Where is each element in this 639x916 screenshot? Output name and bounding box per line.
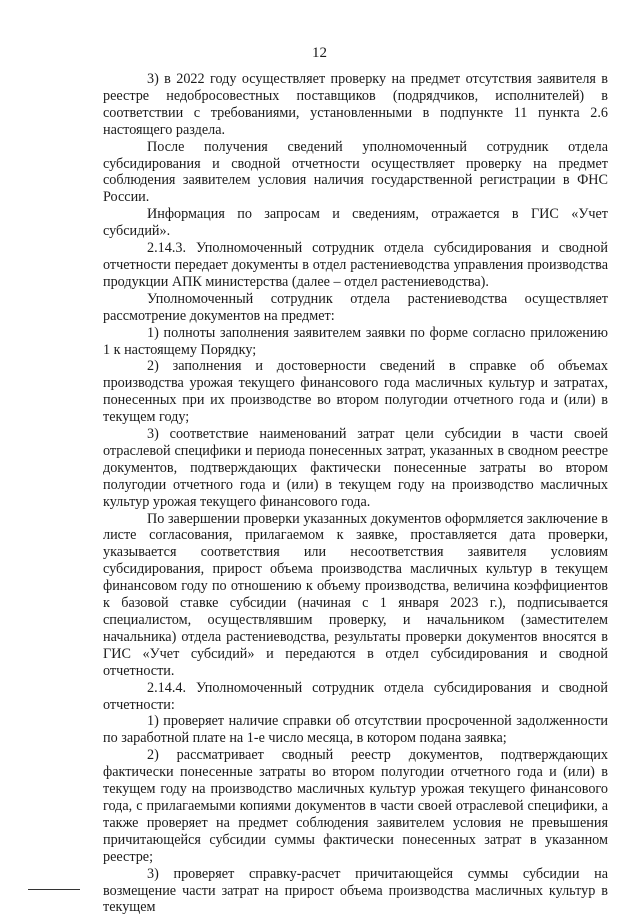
- paragraph-conclusion: По завершении проверки указанных документов оформляется заключение в листе согласования, прилагаемом к заявке, проставляется дата проверки, указывается соответствия или несоответствия заявителя условиям субсидирования, прирост объема производства масличных культур в текущем финансовом году по отношению к объему производства, величина коэффициентов к базовой ставке субсидии (начиная с 1 января 2023 г.), подписывается специалистом, осуществлявшим проверку, и начальником (заместителем начальника) отдела растениеводства, результаты проверки документов вносятся в ГИС «Учет субсидий» и передаются в отдел субсидирования и сводной отчетности.: [103, 510, 608, 679]
- footer-rule: [28, 889, 80, 890]
- paragraph-check-item-3: 3) проверяет справку-расчет причитающейся суммы субсидии на возмещение части затрат на прирост объема производства масличных культур в текущем: [103, 865, 608, 916]
- paragraph-review-item-2: 2) заполнения и достоверности сведений в справке об объемах производства урожая текущего финансового года масличных культур и затратах, понесенных при их производстве во втором полугодии отчетного года и (или) в текущем году;: [103, 358, 608, 426]
- page-number: 12: [312, 45, 327, 61]
- paragraph-review-item-1: 1) полноты заполнения заявителем заявки по форме согласно приложению 1 к настоящему Порядку;: [103, 324, 608, 358]
- paragraph-check-item-2: 2) рассматривает сводный реестр документов, подтверждающих фактически понесенные затраты во втором полугодии отчетного года и (или) в текущем году на производство масличных культур урожая текущего финансового года, с прилагаемыми копиями документов в части своей отраслевой специфики, а также проверяет на предмет соблюдения заявителем условия не превышения причитающейся субсидии суммы фактически понесенных затрат в указанном реестре;: [103, 747, 608, 865]
- paragraph-review-item-3: 3) соответствие наименований затрат цели субсидии в части своей отраслевой специфики и периода понесенных затрат, указанных в сводном реестре документов, подтверждающих фактически понесенные затраты во втором полугодии отчетного года и (или) в текущем году на производство масличных культур урожая текущего финансового года.: [103, 426, 608, 510]
- paragraph-gis-info: Информация по запросам и сведениям, отражается в ГИС «Учет субсидий».: [103, 206, 608, 240]
- document-body: [103, 71, 608, 916]
- paragraph-2-14-4: 2.14.4. Уполномоченный сотрудник отдела субсидирования и сводной отчетности:: [103, 679, 608, 713]
- paragraph-2-14-3: 2.14.3. Уполномоченный сотрудник отдела субсидирования и сводной отчетности передает документы в отдел растениеводства управления производства продукции АПК министерства (далее – отдел растениеводства).: [103, 240, 608, 290]
- paragraph-fns-check: После получения сведений уполномоченный сотрудник отдела субсидирования и сводной отчетности осуществляет проверку на предмет соблюдения заявителем условия наличия государственной регистрации в ФНС России.: [103, 138, 608, 206]
- paragraph-review-intro: Уполномоченный сотрудник отдела растениеводства осуществляет рассмотрение документов на предмет:: [103, 290, 608, 324]
- paragraph-check-item-1: 1) проверяет наличие справки об отсутствии просроченной задолженности по заработной плате на 1-е число месяца, в котором подана заявка;: [103, 713, 608, 747]
- paragraph-item-3-registry: 3) в 2022 году осуществляет проверку на предмет отсутствия заявителя в реестре недобросовестных поставщиков (подрядчиков, исполнителей) в соответствии с требованиями, установленными в подпункте 11 пункта 2.6 настоящего раздела.: [103, 71, 608, 138]
